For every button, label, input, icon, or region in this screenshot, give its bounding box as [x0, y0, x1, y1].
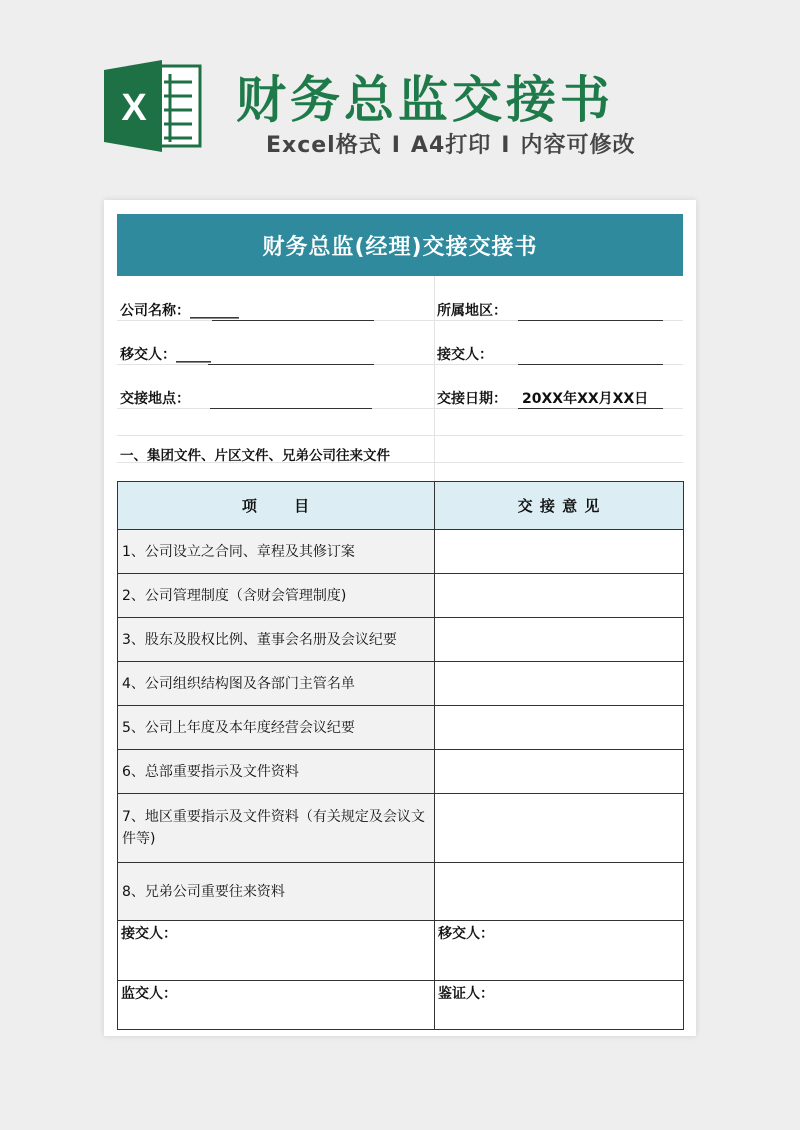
date-label: 交接日期： [437, 391, 507, 407]
excel-logo-letter: X [121, 87, 147, 129]
page-title: 财务总监交接书 [236, 71, 614, 129]
region-input[interactable] [518, 320, 663, 321]
header-item [118, 482, 435, 529]
company-name-text: 公司名称： [120, 303, 190, 319]
header-opinion: 交 接 意 见 [517, 497, 601, 515]
table-row [118, 530, 683, 574]
header-item-text: 项 目 [241, 497, 311, 515]
row-item: 5、公司上年度及本年度经营会议纪要 [118, 706, 435, 749]
table-header [118, 482, 683, 530]
signature-receiver[interactable]: 接交人： [118, 921, 435, 980]
subtitle-separator: I [391, 133, 401, 158]
location-label: 交接地点： [120, 391, 190, 407]
transferor-input[interactable] [208, 364, 374, 365]
handover-table [117, 481, 684, 1030]
date-value[interactable]: 20XX年XX月XX日 [522, 391, 649, 407]
row-item: 4、公司组织结构图及各部门主管名单 [118, 662, 435, 705]
row-opinion-cell[interactable] [435, 794, 683, 862]
company-name-blank: _______ [190, 303, 239, 319]
table-row [118, 618, 683, 662]
row-item: 2、公司管理制度（含财会管理制度) [118, 574, 435, 617]
date-underline [518, 408, 663, 409]
company-name-label [120, 300, 239, 320]
location-input[interactable] [210, 408, 372, 409]
row-item: 1、公司设立之合同、章程及其修订案 [118, 530, 435, 573]
gridline [117, 435, 683, 436]
signature-transferor[interactable]: 移交人： [438, 926, 494, 942]
promo-header [0, 0, 800, 190]
table-row [118, 662, 683, 706]
format-subtitle [266, 128, 635, 159]
table-row [118, 574, 683, 618]
receiver-label: 接交人： [437, 347, 493, 363]
signature-row [118, 921, 683, 981]
signature-witness[interactable]: 鉴证人： [438, 986, 494, 1002]
region-label: 所属地区： [437, 303, 507, 319]
table-row [118, 706, 683, 750]
receiver-input[interactable] [518, 364, 663, 365]
row-opinion-cell[interactable] [435, 706, 683, 749]
subtitle-separator: I [501, 133, 511, 158]
row-item: 7、地区重要指示及文件资料（有关规定及会议文件等) [118, 794, 435, 862]
excel-logo-icon [104, 58, 204, 154]
row-opinion-cell[interactable] [435, 863, 683, 920]
row-opinion-cell[interactable] [435, 618, 683, 661]
document-banner-title: 财务总监(经理)交接交接书 [117, 214, 683, 276]
transferor-blank: _____ [176, 347, 211, 363]
section-title: 一、集团文件、片区文件、兄弟公司往来文件 [120, 448, 390, 464]
row-opinion-cell[interactable] [435, 530, 683, 573]
row-opinion-cell[interactable] [435, 574, 683, 617]
row-item: 3、股东及股权比例、董事会名册及会议纪要 [118, 618, 435, 661]
subtitle-print: A4打印 [410, 133, 492, 158]
subtitle-editable: 内容可修改 [520, 133, 636, 158]
document-sheet [104, 200, 696, 1036]
row-item: 8、兄弟公司重要往来资料 [118, 863, 435, 920]
table-row [118, 794, 683, 863]
table-row [118, 863, 683, 921]
signature-row [118, 981, 683, 1029]
company-name-input[interactable] [212, 320, 374, 321]
row-item: 6、总部重要指示及文件资料 [118, 750, 435, 793]
table-row [118, 750, 683, 794]
row-opinion-cell[interactable] [435, 662, 683, 705]
signature-supervisor[interactable]: 监交人： [118, 981, 435, 1029]
transferor-label [120, 344, 211, 364]
transferor-text: 移交人： [120, 347, 176, 363]
subtitle-format: Excel格式 [266, 133, 382, 158]
gridline [434, 276, 435, 481]
row-opinion-cell[interactable] [435, 750, 683, 793]
